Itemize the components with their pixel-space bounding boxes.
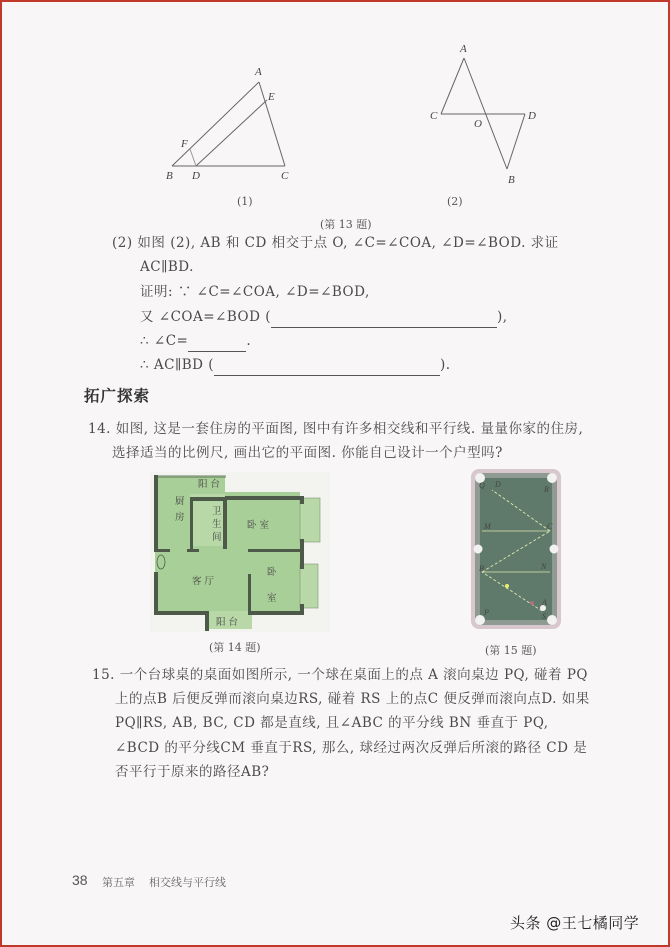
room-bedroom-2-char1: 卧 — [267, 567, 277, 578]
proof-line3-suffix: . — [246, 333, 252, 349]
problem-15-line2: 上的点B 后便反弹而滚向桌边RS, 碰着 RS 上的点C 便反弹而滚向点D. 如果 — [115, 691, 590, 707]
label-A: A — [460, 43, 467, 55]
label-D: D — [528, 110, 536, 122]
room-kitchen-char1: 厨 — [175, 496, 185, 507]
floor-plan-figure — [150, 472, 330, 632]
label-F: F — [181, 138, 188, 150]
figure-13-2-intersecting-lines — [420, 38, 560, 198]
section-title: 拓广探索 — [84, 387, 151, 405]
room-bath-char1: 卫 — [212, 506, 222, 517]
label-C: C — [430, 110, 438, 122]
room-balcony-top: 阳 台 — [198, 479, 221, 490]
label-B: B — [166, 170, 173, 182]
proof-line4-suffix: ). — [440, 357, 451, 373]
label-A: A — [255, 66, 262, 78]
label-D: D — [495, 480, 501, 489]
label-E: E — [268, 91, 275, 103]
proof-line2-suffix: ), — [497, 309, 508, 325]
room-kitchen-char2: 房 — [175, 512, 185, 523]
answer-blank-1[interactable] — [271, 313, 497, 328]
label-O: O — [474, 118, 482, 130]
label-C: C — [281, 170, 289, 182]
label-S: S — [542, 612, 546, 621]
proof-line1: 证明: ∵ ∠C=∠COA, ∠D=∠BOD, — [140, 284, 370, 300]
problem-15-line1: 15. 一个台球桌的桌面如图所示, 一个球在桌面上的点 A 滚向桌边 PQ, 碰着 PQ — [92, 667, 588, 683]
proof-line2 — [140, 306, 508, 328]
problem-15-line4: ∠BCD 的平分线CM 垂直于RS, 那么, 球经过两次反弹后所滚的路径 CD 是 — [115, 740, 588, 756]
room-bedroom-2-char2: 室 — [267, 593, 277, 604]
billiards-table-figure — [470, 468, 562, 630]
proof-line4 — [140, 354, 451, 376]
label-N: N — [541, 562, 547, 571]
figure-13-caption: (第 13 题) — [320, 218, 372, 231]
answer-blank-2[interactable] — [188, 337, 246, 352]
chapter-title: 相交线与平行线 — [149, 876, 226, 889]
problem-13-2-line1: (2) 如图 (2), AB 和 CD 相交于点 O, ∠C=∠COA, ∠D=∠BOD. 求证 — [112, 235, 559, 251]
problem-15-line3: PQ∥RS, AB, BC, CD 都是直线, 且∠ABC 的平分线 BN 垂直于 PQ, — [115, 715, 549, 731]
label-B: B — [508, 174, 515, 186]
proof-line2-prefix: 又 ∠COA=∠BOD ( — [140, 309, 271, 325]
label-C: C — [547, 522, 553, 531]
watermark: 头条 @王七橘同学 — [510, 914, 640, 932]
room-balcony-bottom: 阳 台 — [216, 617, 239, 628]
room-bath-char3: 间 — [212, 532, 222, 543]
room-bedroom-1: 卧 室 — [247, 520, 270, 531]
problem-13-2-line2: AC∥BD. — [140, 259, 194, 275]
label-P: P — [484, 608, 489, 617]
figure-14-caption: (第 14 题) — [209, 641, 261, 654]
figure-13-1-caption: (1) — [237, 195, 253, 208]
figure-13-1-triangle — [150, 55, 310, 215]
answer-blank-3[interactable] — [214, 361, 440, 376]
proof-line3 — [140, 330, 251, 352]
page-number: 38 — [72, 872, 88, 888]
label-B: B — [479, 564, 484, 573]
room-bath-char2: 生 — [212, 519, 222, 530]
proof-line4-prefix: ∴ AC∥BD ( — [140, 357, 214, 373]
room-living: 客 厅 — [192, 576, 215, 587]
label-M: M — [484, 522, 491, 531]
figure-13-2-caption: (2) — [447, 195, 463, 208]
label-R: R — [544, 485, 549, 494]
problem-15-line5: 否平行于原来的路径AB? — [115, 764, 270, 780]
problem-14-line1: 14. 如图, 这是一套住房的平面图, 图中有许多相交线和平行线. 量量你家的住房, — [88, 421, 584, 437]
chapter-label: 第五章 — [102, 876, 135, 889]
problem-14-line2: 选择适当的比例尺, 画出它的平面图. 你能自己设计一个户型吗? — [112, 445, 503, 461]
figure-15-caption: (第 15 题) — [485, 644, 537, 657]
label-Q: Q — [479, 481, 485, 490]
label-A: A — [542, 598, 547, 607]
label-D: D — [192, 170, 200, 182]
proof-line3-prefix: ∴ ∠C= — [140, 333, 189, 349]
